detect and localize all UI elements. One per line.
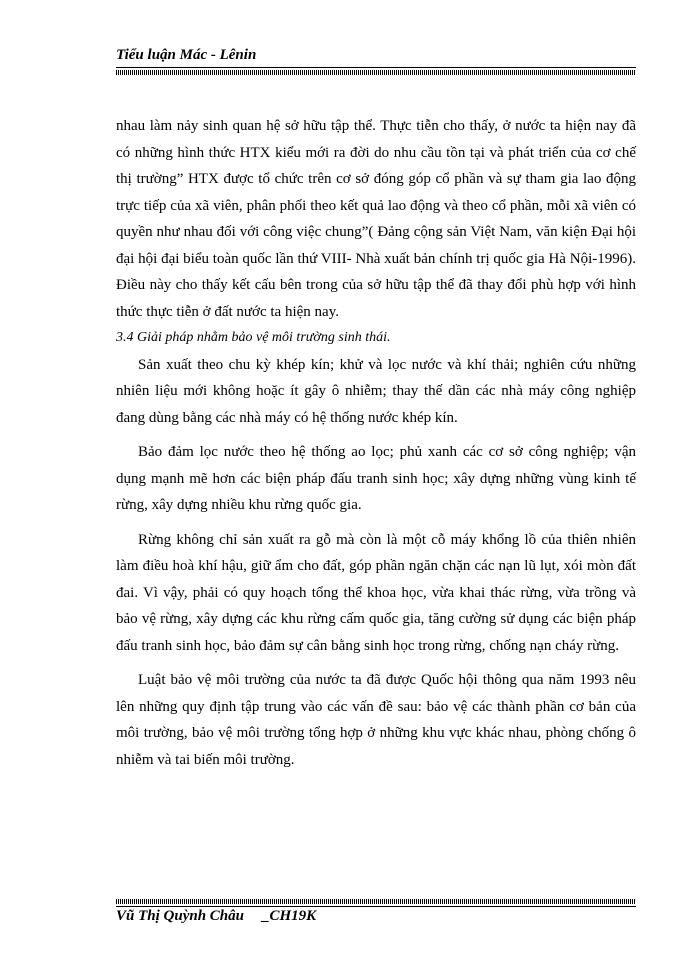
body-paragraph: Rừng không chỉ sản xuất ra gỗ mà còn là một cỗ máy khổng lồ của thiên nhiên làm điều hoà khí hậu, giữ ẩm cho đất, góp phần ngăn chặn các nạn lũ lụt, xói mòn đất đai. Vì vậy, phải có quy hoạch tổng thể khoa học, vừa khai thác rừng, vừa trồng và bảo vệ rừng, xây dựng các khu rừng cấm quốc gia, tăng cường sử dụng các biện pháp đấu tranh sinh học, bảo đảm sự cân bằng sinh học trong rừng, chống nạn cháy rừng. [116,531,636,654]
footer-rule [116,899,636,907]
section-heading: 3.4 Giải pháp nhằm bảo vệ môi trường sinh thái. [116,330,391,345]
page-header-title: Tiểu luận Mác - Lênin [116,47,257,63]
body-paragraph: nhau làm nảy sinh quan hệ sở hữu tập thể. Thực tiễn cho thấy, ở nước ta hiện nay đã có những hình thức HTX kiểu mới ra đời do nhu cầu tồn tại và phát triển của cơ chế thị trường” HTX được tổ chức trên cơ sở đóng góp cổ phần và sự tham gia lao động trực tiếp của xã viên, phân phối theo kết quả lao động và theo cổ phần, mỗi xã viên có quyền như nhau đối với công việc chung”( Đảng cộng sản Việt Nam, văn kiện Đại hội đại hội đại biểu toàn quốc lần thứ VIII- Nhà xuất bản chính trị quốc gia Hà Nội-1996). Điều này cho thấy kết cấu bên trong của sở hữu tập thể đã thay đổi phù hợp với hình thức thực tiễn ở đất nước ta hiện nay. [116,118,636,320]
footer-class-code: _CH19K [261,908,317,924]
body-paragraph: Sản xuất theo chu kỳ khép kín; khử và lọc nước và khí thải; nghiên cứu những nhiên liệu mới không hoặc ít gây ô nhiễm; thay thế dần các nhà máy công nghiệp đang dùng bằng các nhà máy có hệ thống nước khép kín. [116,356,636,426]
footer-author: Vũ Thị Quỳnh Châu [116,908,244,924]
body-paragraph: Bảo đảm lọc nước theo hệ thống ao lọc; phủ xanh các cơ sở công nghiệp; vận dụng mạnh mẽ hơn các biện pháp đấu tranh sinh học; xây dựng những vùng kinh tế rừng, xây dựng nhiều khu rừng quốc gia. [116,444,636,513]
body-paragraph: Luật bảo vệ môi trường của nước ta đã được Quốc hội thông qua năm 1993 nêu lên những quy định tập trung vào các vấn đề sau: bảo vệ các thành phần cơ bản của môi trường, bảo vệ môi trường tổng hợp ở những khu vực khác nhau, phòng chống ô nhiễm và tai biến môi trường. [116,672,636,768]
header-rule [116,67,636,75]
document-body [116,113,636,773]
page-footer [116,908,316,925]
